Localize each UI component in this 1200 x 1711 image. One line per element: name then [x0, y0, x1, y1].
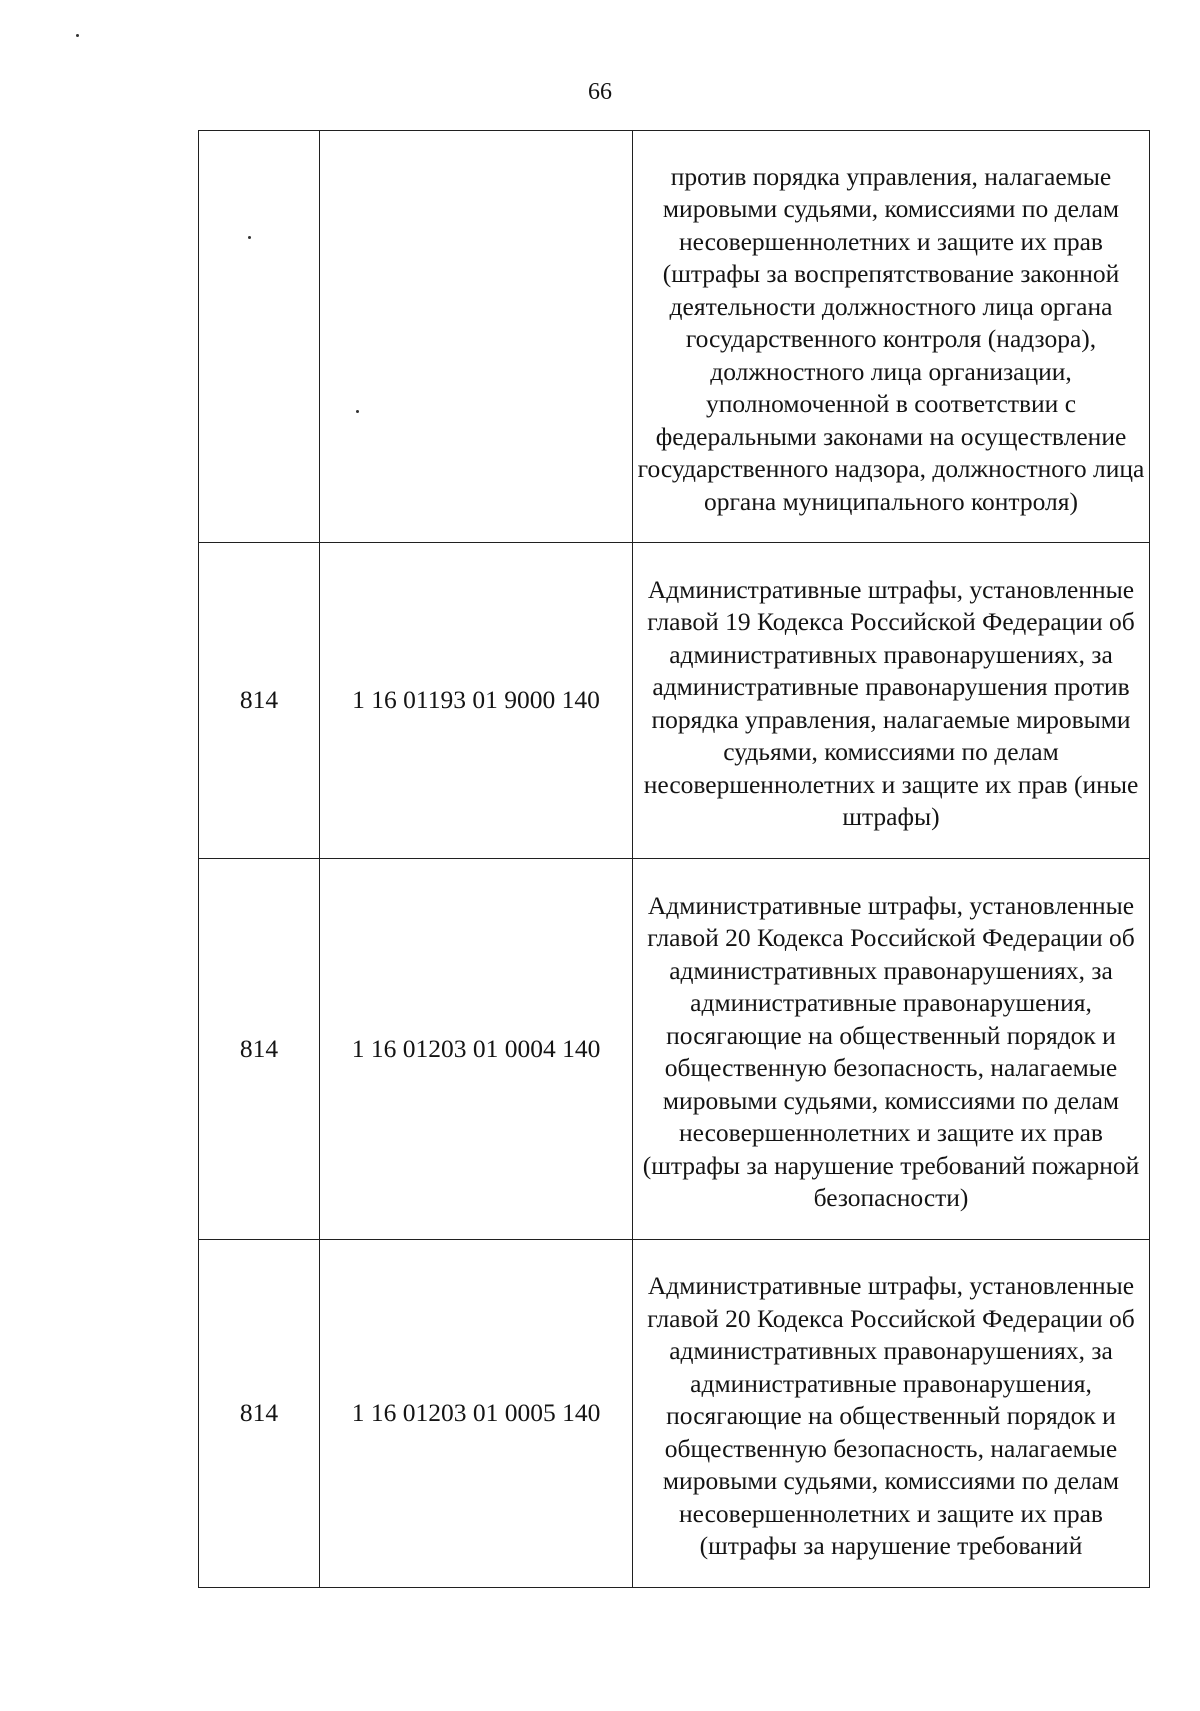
description-cell: Административные штрафы, установленные главой 20 Кодекса Российской Федерации об административных правонарушениях, за административные правонарушения, посягающие на общественный порядок и общественную безопасность, налагаемые мировыми судьями, комиссиями по делам несовершеннолетних и защите их прав (штрафы за нарушение требований пожарной безопасности) [633, 859, 1150, 1240]
page-number: 66 [588, 79, 612, 105]
description-cell: Административные штрафы, установленные главой 20 Кодекса Российской Федерации об административных правонарушениях, за административные правонарушения, посягающие на общественный порядок и общественную безопасность, налагаемые мировыми судьями, комиссиями по делам несовершеннолетних и защите их прав (штрафы за нарушение требований [633, 1240, 1150, 1588]
kbk-code-cell: 1 16 01193 01 9000 140 [320, 543, 633, 859]
description-cell: Административные штрафы, установленные главой 19 Кодекса Российской Федерации об административных правонарушениях, за административные правонарушения против порядка управления, налагаемые мировыми судьями, комиссиями по делам несовершеннолетних и защите их прав (иные штрафы) [633, 543, 1150, 859]
table-row [199, 131, 1150, 543]
admin-code-cell: 814 [199, 1240, 320, 1588]
table-row [199, 859, 1150, 1240]
table-row [199, 1240, 1150, 1588]
description-cell: против порядка управления, налагаемые мировыми судьями, комиссиями по делам несовершеннолетних и защите их прав (штрафы за воспрепятствование законной деятельности должностного лица органа государственного контроля (надзора), должностного лица организации, уполномоченной в соответствии с федеральными законами на осуществление государственного надзора, должностного лица органа муниципального контроля) [633, 131, 1150, 543]
scan-speck [76, 34, 79, 37]
kbk-code-cell [320, 131, 633, 543]
admin-code-cell [199, 131, 320, 543]
table-row [199, 543, 1150, 859]
kbk-code-cell: 1 16 01203 01 0005 140 [320, 1240, 633, 1588]
budget-codes-table [198, 130, 1150, 1588]
admin-code-cell: 814 [199, 543, 320, 859]
admin-code-cell: 814 [199, 859, 320, 1240]
kbk-code-cell: 1 16 01203 01 0004 140 [320, 859, 633, 1240]
